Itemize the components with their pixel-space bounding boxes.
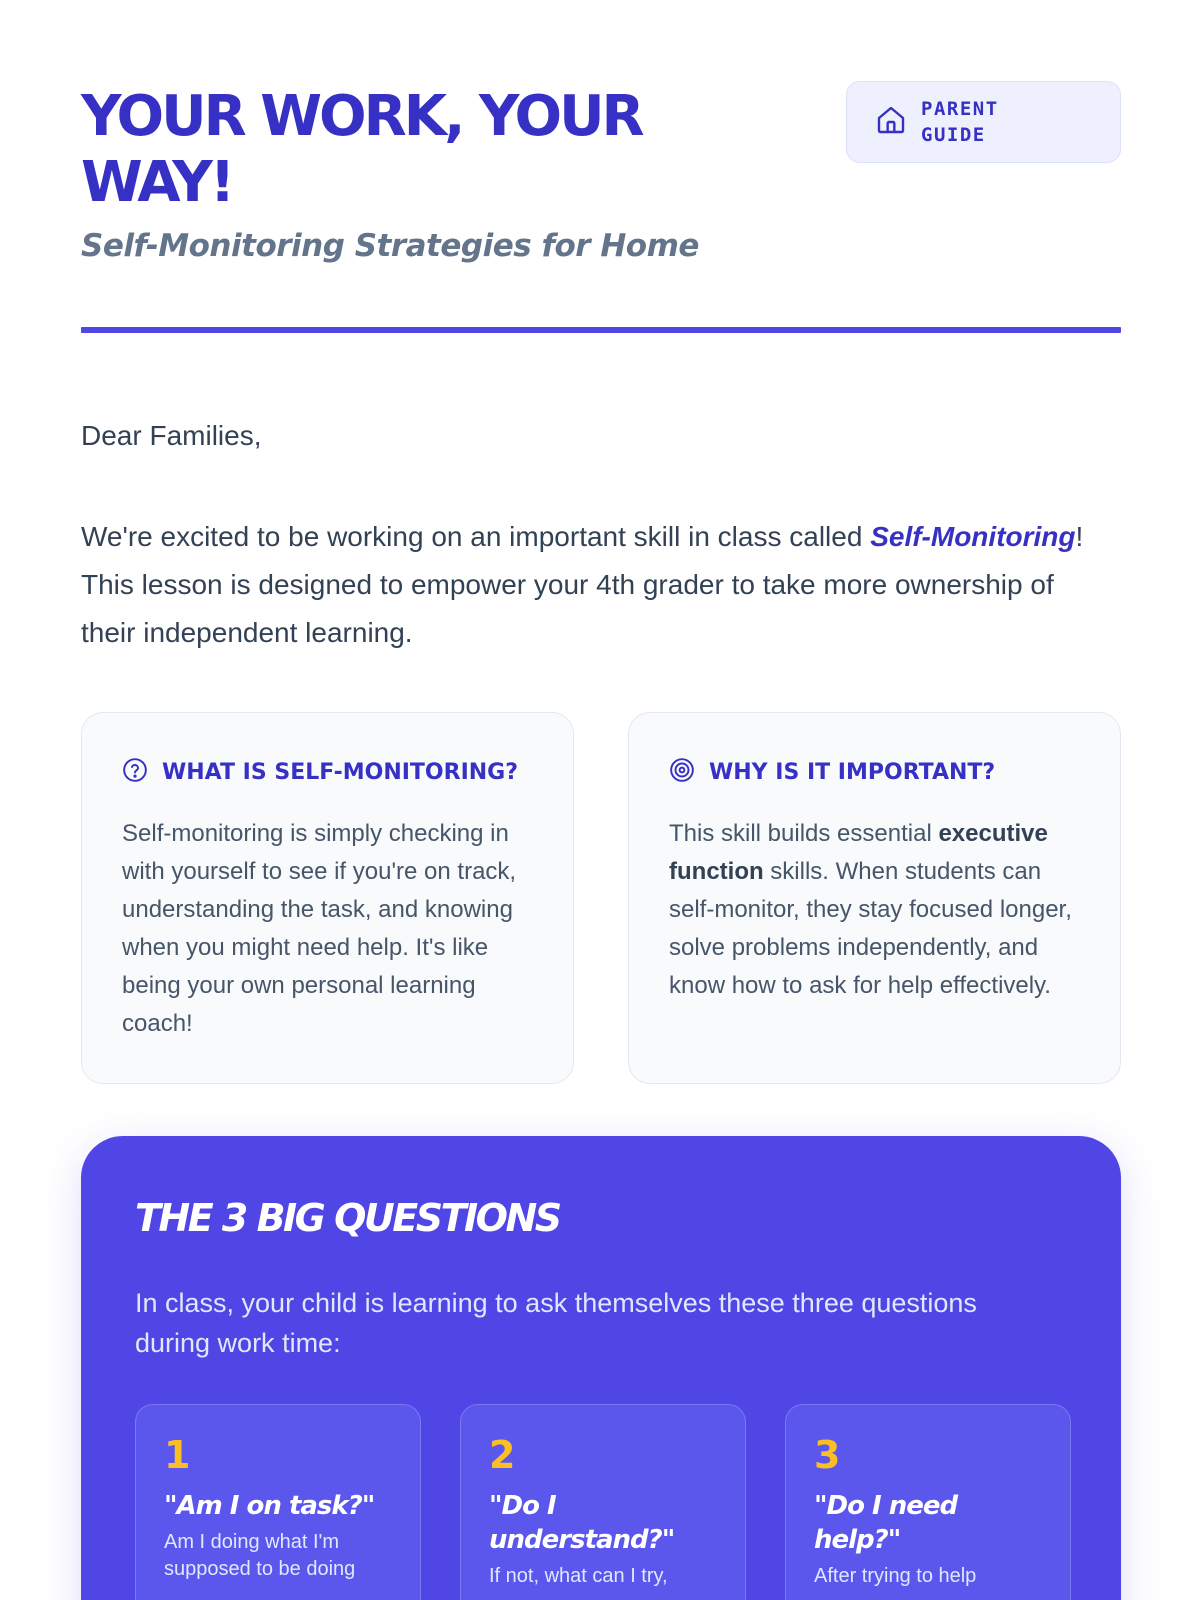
- why-body-bold: executive function: [669, 820, 1048, 885]
- target-icon: [669, 757, 695, 788]
- question-description: If not, what can I try,: [489, 1565, 668, 1587]
- what-is-card-title: WHAT IS SELF-MONITORING?: [162, 759, 518, 785]
- question-number: 3: [814, 1433, 841, 1477]
- why-important-card: [628, 712, 1121, 1084]
- question-card: [135, 1404, 421, 1600]
- intro-highlight: Self-Monitoring: [870, 521, 1076, 552]
- question-text: "Do I need help?": [814, 1491, 958, 1555]
- question-text: "Am I on task?": [164, 1491, 375, 1521]
- question-text: "Do I understand?": [489, 1491, 675, 1555]
- header: [81, 0, 1121, 335]
- question-description: After trying to help: [814, 1565, 977, 1587]
- why-body-before: This skill builds essential: [669, 820, 939, 847]
- page-subtitle: Self-Monitoring Strategies for Home: [81, 228, 699, 264]
- what-is-card-body: Self-monitoring is simply checking in with yourself to see if you're on track, understanding the task, and knowing when you might need help. It's like being your own personal learning coach!: [122, 820, 517, 1037]
- why-body-after: skills. When students can self-monitor, they stay focused longer, solve problems independently, and know how to ask for help effectively.: [669, 858, 1072, 999]
- question-circle-icon: [122, 757, 148, 788]
- question-description: Am I doing what I'm supposed to be doing: [164, 1531, 356, 1580]
- why-important-card-header: [669, 757, 1080, 787]
- big-questions-title: THE 3 BIG QUESTIONS: [135, 1196, 560, 1240]
- home-icon: [875, 104, 907, 141]
- letter-greeting: Dear Families,: [81, 420, 262, 451]
- question-number: 2: [489, 1433, 516, 1477]
- why-important-card-body: [669, 815, 1080, 1005]
- page-title: YOUR WORK, YOUR WAY!: [81, 84, 642, 215]
- what-is-card: [81, 712, 574, 1084]
- why-important-card-title: WHY IS IT IMPORTANT?: [709, 759, 996, 785]
- question-card: [785, 1404, 1071, 1600]
- question-number: 1: [164, 1433, 191, 1477]
- header-divider: [81, 327, 1121, 333]
- intro-text-after: ! This lesson is designed to empower your 4th grader to take more ownership of their independent learning.: [81, 521, 1084, 648]
- question-card: [460, 1404, 746, 1600]
- parent-guide-badge: [846, 81, 1121, 163]
- parent-guide-page: [81, 0, 1121, 1587]
- big-questions-panel: [81, 1136, 1121, 1600]
- intro-text-before: We're excited to be working on an important skill in class called: [81, 521, 871, 552]
- badge-label: PARENT GUIDE: [921, 98, 999, 146]
- letter-intro: [81, 513, 1111, 657]
- big-questions-intro: In class, your child is learning to ask themselves these three questions during work time:: [135, 1288, 977, 1358]
- what-is-card-header: [122, 757, 533, 787]
